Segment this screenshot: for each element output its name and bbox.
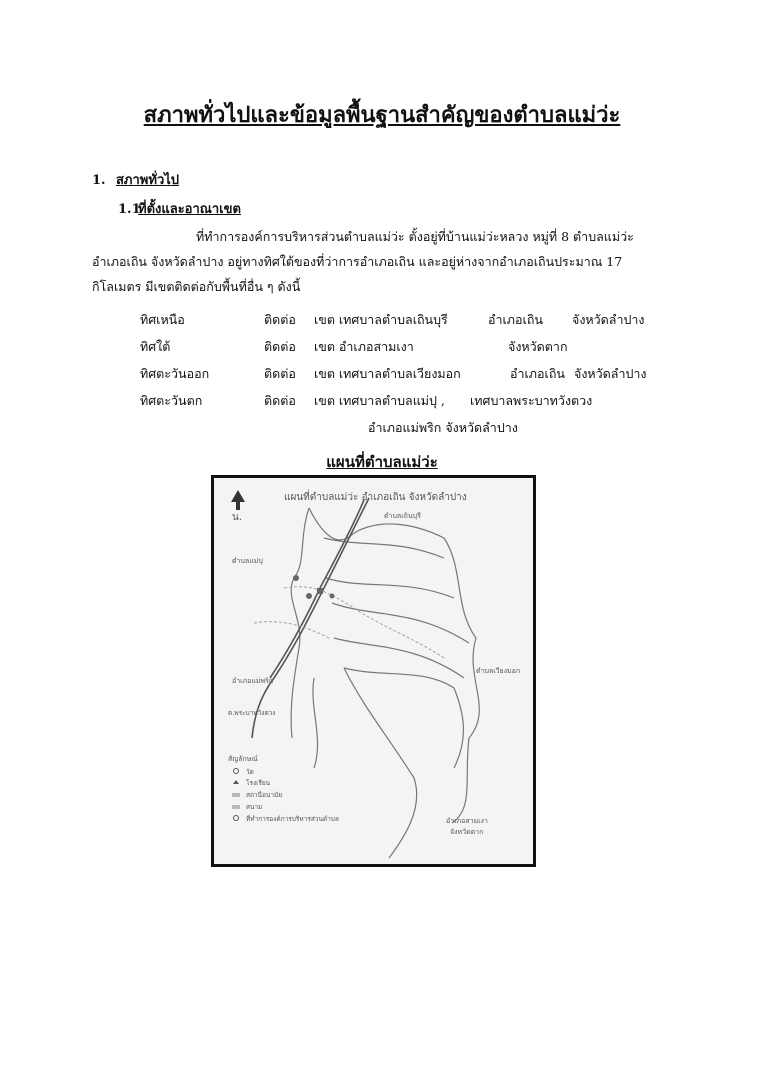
village-boundary <box>324 538 444 558</box>
subdistrict-boundary <box>309 508 479 823</box>
label-changwat-tak: จังหวัดตาก <box>450 828 484 836</box>
school-icon <box>233 780 239 784</box>
border-province: จังหวัดลำปาง <box>572 312 645 327</box>
border-direction: ทิศตะวันตก <box>140 393 203 408</box>
legend-item: ที่ทำการองค์การบริหารส่วนตำบล <box>246 815 339 823</box>
label-thoen-buri: ตำบลเถินบุรี <box>384 512 421 520</box>
border-direction: ทิศเหนือ <box>140 312 185 327</box>
map-drawing <box>214 478 533 864</box>
border-direction: ทิศใต้ <box>140 339 171 354</box>
border-relation: ติดต่อ <box>264 393 296 408</box>
village-boundary <box>332 603 469 643</box>
north-label: น. <box>232 512 243 523</box>
field-icon <box>232 806 240 808</box>
village-boundary <box>334 638 464 678</box>
north-arrow-icon <box>231 490 245 510</box>
village-marker <box>293 575 299 581</box>
border-province: จังหวัดตาก <box>508 339 568 354</box>
village-boundary <box>313 678 318 768</box>
temple-icon <box>234 769 239 774</box>
border-direction: ทิศตะวันออก <box>140 366 210 381</box>
border-area: เขต เทศบาลตำบลแม่ปุ , <box>314 393 445 408</box>
paragraph-line-3: กิโลเมตร มีเขตติดต่อกับพื้นที่อื่น ๆ ดังนี้ <box>92 279 301 294</box>
village-boundary <box>344 668 463 768</box>
border-continuation: อำเภอแม่พริก จังหวัดลำปาง <box>368 420 518 435</box>
label-wiang-mok: ตำบลเวียงมอก <box>476 667 521 675</box>
border-district: อำเภอเถิน <box>510 366 565 381</box>
section-1-heading <box>92 169 179 190</box>
section-1-number: 1. <box>92 173 106 188</box>
border-area: เขต เทศบาลตำบลเวียงมอก <box>314 366 461 381</box>
legend-title: สัญลักษณ์ <box>228 755 258 763</box>
border-area: เขต อำเภอสามเงา <box>314 339 414 354</box>
village-marker <box>330 594 335 599</box>
border-district: อำเภอเถิน <box>488 312 543 327</box>
section-1-1-title: ที่ตั้งและอาณาเขต <box>138 202 241 217</box>
legend-item: สนาม <box>246 803 263 811</box>
office-marker <box>317 588 323 594</box>
legend-item: สถานีอนามัย <box>246 791 283 799</box>
location-paragraph <box>92 224 672 299</box>
border-relation: ติดต่อ <box>264 339 296 354</box>
subdistrict-map <box>211 475 536 867</box>
map-legend <box>228 755 339 823</box>
section-1-1-heading <box>118 198 241 219</box>
health-station-icon <box>232 794 240 796</box>
border-district: เทศบาลพระบาทวังตวง <box>470 393 593 408</box>
border-province: จังหวัดลำปาง <box>574 366 647 381</box>
map-header: แผนที่ตำบลแม่ว่ะ อำเภอเถิน จังหวัดลำปาง <box>284 492 467 503</box>
stream <box>254 622 329 638</box>
map-title: แผนที่ตำบลแม่ว่ะ <box>326 453 438 471</box>
label-amphoe-sam-ngao: อำเภอสามเงา <box>446 817 488 825</box>
label-amphoe-mae-phrik: อำเภอแม่พริก <box>232 677 274 685</box>
border-relation: ติดต่อ <box>264 366 296 381</box>
main-road <box>252 498 369 738</box>
office-icon <box>234 816 239 821</box>
village-boundary <box>326 578 454 598</box>
legend-item: วัด <box>246 768 254 776</box>
village-marker <box>306 593 312 599</box>
section-1-1-number: 1.1 <box>118 202 141 217</box>
label-phra-bat: ต.พระบาทวังตวง <box>228 709 276 717</box>
paragraph-line-1: ที่ทำการองค์การบริหารส่วนตำบลแม่ว่ะ ตั้งอยู่ที่บ้านแม่ว่ะหลวง หมู่ที่ 8 ตำบลแม่ว่ะ <box>196 229 634 244</box>
border-area: เขต เทศบาลตำบลเถินบุรี <box>314 312 448 327</box>
legend-item: โรงเรียน <box>246 779 271 787</box>
label-mae-pu: ตำบลแม่ปุ <box>232 557 263 565</box>
section-1-title: สภาพทั่วไป <box>116 173 180 188</box>
page-title: สภาพทั่วไปและข้อมูลพื้นฐานสำคัญของตำบลแม่ว่ะ <box>143 102 621 128</box>
village-boundary <box>344 668 417 858</box>
border-relation: ติดต่อ <box>264 312 296 327</box>
paragraph-line-2: อำเภอเถิน จังหวัดลำปาง อยู่ทางทิศใต้ของที่ว่าการอำเภอเถิน และอยู่ห่างจากอำเภอเถินประมาณ 17 <box>92 254 623 269</box>
